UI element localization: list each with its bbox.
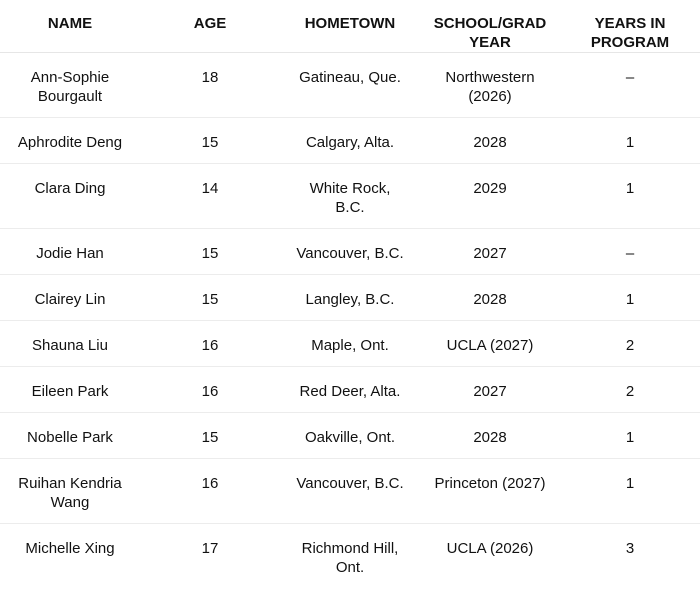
header-age: AGE bbox=[140, 0, 280, 53]
cell-age: 15 bbox=[140, 413, 280, 459]
cell-school: 2028 bbox=[420, 275, 560, 321]
cell-age: 16 bbox=[140, 367, 280, 413]
cell-years: 1 bbox=[560, 164, 700, 229]
cell-years: – bbox=[560, 229, 700, 275]
cell-school: UCLA (2027) bbox=[420, 321, 560, 367]
cell-school: 2029 bbox=[420, 164, 560, 229]
cell-hometown: Gatineau, Que. bbox=[280, 53, 420, 118]
table-row bbox=[0, 118, 700, 164]
cell-name: Michelle Xing bbox=[25, 540, 115, 557]
cell-hometown: Calgary, Alta. bbox=[280, 118, 420, 164]
table-row bbox=[0, 229, 700, 275]
cell-school: 2027 bbox=[420, 367, 560, 413]
cell-name: Jodie Han bbox=[0, 229, 140, 275]
cell-name: Nobelle Park bbox=[0, 413, 140, 459]
table-row bbox=[0, 164, 700, 229]
cell-name: Ruihan Kendria Wang bbox=[0, 459, 140, 524]
cell-school: 2028 bbox=[420, 118, 560, 164]
cell-age: 16 bbox=[140, 321, 280, 367]
cell-hometown: White Rock, B.C. bbox=[280, 164, 420, 229]
table-row bbox=[0, 367, 700, 413]
cell-years: 2 bbox=[560, 321, 700, 367]
cell-name: Eileen Park bbox=[0, 367, 140, 413]
table-header bbox=[0, 0, 700, 53]
table-row bbox=[0, 524, 700, 584]
cell-name: Shauna Liu bbox=[0, 321, 140, 367]
cell-years: 1 bbox=[560, 118, 700, 164]
cell-years: 1 bbox=[560, 459, 700, 524]
cell-age: 17 bbox=[201, 540, 219, 557]
table-row bbox=[0, 413, 700, 459]
cell-hometown: Langley, B.C. bbox=[280, 275, 420, 321]
cell-age: 15 bbox=[140, 275, 280, 321]
cell-age: 14 bbox=[140, 164, 280, 229]
cell-hometown: Oakville, Ont. bbox=[280, 413, 420, 459]
table-row bbox=[0, 459, 700, 524]
header-years-in-program: YEARS IN PROGRAM bbox=[560, 0, 700, 53]
cell-school: 2028 bbox=[420, 413, 560, 459]
cell-name: Clara Ding bbox=[0, 164, 140, 229]
cell-hometown: Red Deer, Alta. bbox=[280, 367, 420, 413]
cell-hometown: Richmond Hill, Ont. bbox=[301, 540, 399, 576]
header-hometown: HOMETOWN bbox=[280, 0, 420, 53]
table-row bbox=[0, 53, 700, 118]
cell-years: 1 bbox=[560, 275, 700, 321]
cell-hometown: Vancouver, B.C. bbox=[280, 229, 420, 275]
table-row bbox=[0, 275, 700, 321]
cell-school: Northwestern (2026) bbox=[420, 53, 560, 118]
cell-name: Aphrodite Deng bbox=[0, 118, 140, 164]
cell-age: 15 bbox=[140, 118, 280, 164]
cell-school: UCLA (2026) bbox=[446, 540, 534, 557]
cell-school: 2027 bbox=[420, 229, 560, 275]
cell-name: Ann-Sophie Bourgault bbox=[0, 53, 140, 118]
cell-age: 16 bbox=[140, 459, 280, 524]
cell-years: 1 bbox=[560, 413, 700, 459]
cell-age: 18 bbox=[140, 53, 280, 118]
cell-name: Clairey Lin bbox=[0, 275, 140, 321]
header-row bbox=[0, 0, 700, 53]
cell-years: 3 bbox=[625, 540, 635, 557]
table-row bbox=[0, 321, 700, 367]
header-school-grad-year: SCHOOL/GRAD YEAR bbox=[420, 0, 560, 53]
cell-years: – bbox=[560, 53, 700, 118]
cell-age: 15 bbox=[140, 229, 280, 275]
cell-hometown: Maple, Ont. bbox=[280, 321, 420, 367]
header-name: NAME bbox=[0, 0, 140, 53]
table-body bbox=[0, 53, 700, 584]
cell-years: 2 bbox=[560, 367, 700, 413]
cell-hometown: Vancouver, B.C. bbox=[280, 459, 420, 524]
cell-school: Princeton (2027) bbox=[420, 459, 560, 524]
